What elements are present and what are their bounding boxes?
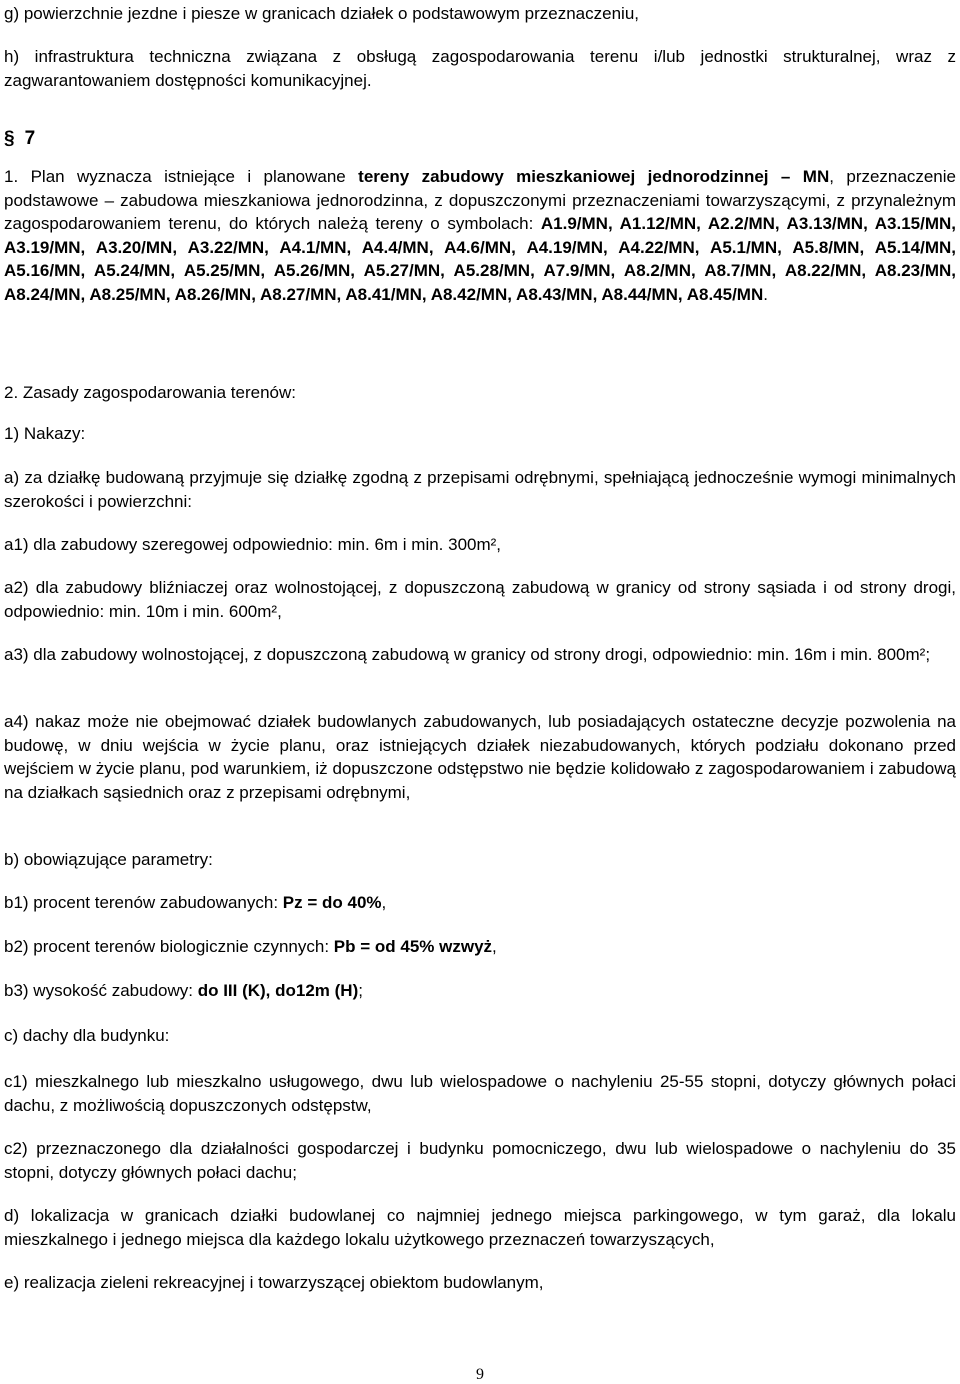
item-h: h) infrastruktura techniczna związana z obsługą zagospodarowania terenu i/lub jednostki strukturalnej, wraz z zagwarantowaniem dostępności komunikacyjnej. bbox=[4, 47, 956, 90]
p1-end: . bbox=[763, 284, 768, 304]
item-b3: b3) wysokość zabudowy: do III (K), do12m (H); bbox=[4, 981, 363, 1000]
item-e: e) realizacja zieleni rekreacyjnej i towarzyszącej obiektom budowlanym, bbox=[4, 1273, 544, 1292]
item-d: d) lokalizacja w granicach działki budowlanej co najmniej jednego miejsca parkingowego, w tym garaż, dla lokalu mieszkalnego i jednego miejsca dla każdego lokalu użytkowego przeznaczeń towarzyszących, bbox=[4, 1206, 956, 1249]
item-b2: b2) procent terenów biologicznie czynnych: Pb = od 45% wzwyż, bbox=[4, 937, 497, 956]
b2-value: Pb = od 45% wzwyż bbox=[333, 937, 493, 956]
b3-value: do III (K), do12m (H) bbox=[197, 981, 359, 1000]
section-number: 7 bbox=[24, 128, 36, 149]
nakazy-number: 1) bbox=[4, 424, 24, 443]
item-c2: c2) przeznaczonego dla działalności gospodarczej i budynku pomocniczego, dwu lub wielospadowe o nachyleniu do 35 stopni, dotyczy głównych połaci dachu; bbox=[4, 1139, 956, 1182]
item-a1: a1) dla zabudowy szeregowej odpowiednio: min. 6m i min. 300m², bbox=[4, 535, 502, 554]
item-c: c) dachy dla budynku: bbox=[4, 1026, 170, 1045]
item-a4: a4) nakaz może nie obejmować działek budowlanych zabudowanych, lub posiadających ostateczne decyzje pozwolenia na budowę, w dniu wejścia w życie planu, oraz istniejących działek niezabudowanych, których podziału dokonano przed wejściem w życie planu, pod warunkiem, iż dopuszczone odstępstwo nie będzie kolidowało z zagospodarowaniem i zabudową na działkach sąsiednich oraz z przepisami odrębnymi, bbox=[4, 712, 956, 802]
item-g: g) powierzchnie jezdne i piesze w granicach działek o podstawowym przeznaczeniu, bbox=[4, 4, 639, 23]
item-b1: b1) procent terenów zabudowanych: Pz = do 40%, bbox=[4, 893, 387, 912]
item-c1: c1) mieszkalnego lub mieszkalno usługowego, dwu lub wielospadowe o nachyleniu 25-55 stopni, dotyczy głównych połaci dachu, z możliwością dopuszczonych odstępstw, bbox=[4, 1072, 956, 1115]
b1-value: Pz = do 40% bbox=[282, 893, 382, 912]
paragraph-1 bbox=[4, 165, 956, 306]
nakazy-heading bbox=[4, 422, 956, 446]
item-a: a) za działkę budowaną przyjmuje się działkę zgodną z przepisami odrębnymi, spełniającą jednocześnie wymogi minimalnych szerokości i powierzchni: bbox=[4, 468, 956, 511]
p1-description: , przeznaczenie podstawowe – zabudowa mieszkaniowa jednorodzinna, z dopuszczonymi przeznaczeniami towarzyszącymi, z przynależnym zagospodarowaniem terenu, do których należą tereny o symbolach: bbox=[4, 167, 956, 233]
nakazy-label: Nakazy: bbox=[23, 424, 86, 443]
item-a2: a2) dla zabudowy bliźniaczej oraz wolnostojącej, z dopuszczoną zabudową w granicy od strony sąsiada i od strony drogi, odpowiednio: min. 10m i min. 600m², bbox=[4, 578, 956, 621]
item-a3: a3) dla zabudowy wolnostojącej, z dopuszczoną zabudową w granicy od strony drogi, odpowiednio: min. 16m i min. 800m²; bbox=[4, 645, 931, 664]
page-number: 9 bbox=[476, 1366, 484, 1383]
paragraph-2: 2. Zasady zagospodarowania terenów: bbox=[4, 383, 297, 402]
section-heading bbox=[4, 128, 35, 150]
p1-lead: 1. Plan wyznacza istniejące i planowane bbox=[4, 167, 359, 186]
section-symbol: § bbox=[4, 128, 15, 149]
item-b: b) obowiązujące parametry: bbox=[4, 850, 213, 869]
p1-symbols: A1.9/MN, A1.12/MN, A2.2/MN, A3.13/MN, A3.15/MN, A3.19/MN, A3.20/MN, A3.22/MN, A4.1/MN, A4.4/MN, A4.6/MN, A4.19/MN, A4.22/MN, A5.1/MN, A5.8/MN, A5.14/MN, A5.16/MN, A5.24/MN, A5.25/MN, A5.26/MN, A5.27/MN, A5.28/MN, A7.9/MN, A8.2/MN, A8.7/MN, A8.22/MN, A8.23/MN, A8.24/MN, A8.25/MN, A8.26/MN, A8.27/MN, A8.41/MN, A8.42/MN, A8.43/MN, A8.44/MN, A8.45/MN bbox=[4, 214, 956, 304]
p1-zone-name: tereny zabudowy mieszkaniowej jednorodzinnej – MN bbox=[358, 167, 830, 186]
